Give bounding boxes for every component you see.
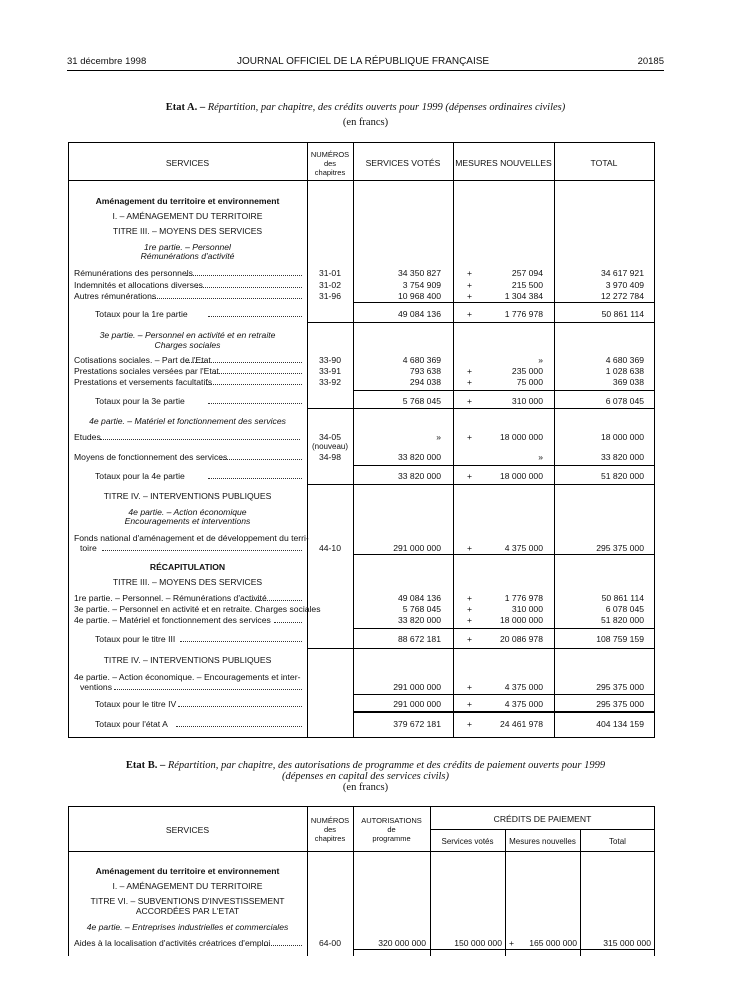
etat-b-title-rest: Répartition, par chapitre, des autorisations de programme et des crédits de paiement ouverts pour 1999: [167, 760, 606, 771]
recap-titre-iii: TITRE III. – MOYENS DES SERVICES: [112, 577, 263, 587]
row-chapter: 31-01: [319, 268, 341, 278]
row-etudes-total: 18 000 000: [600, 432, 644, 442]
col-mesures: MESURES NOUVELLES: [455, 158, 552, 168]
leader-dots: [152, 298, 302, 299]
b-col-credits: CRÉDITS DE PAIEMENT: [493, 814, 592, 824]
sub-amenagement: I. – AMÉNAGEMENT DU TERRITOIRE: [112, 211, 263, 221]
recap-action-label1: 4e partie. – Action économique. – Encouragements et inter-: [74, 672, 301, 682]
page-number: 20185: [637, 56, 664, 67]
row-total: 12 272 784: [600, 291, 644, 301]
partie-4-heading: 4e partie. – Matériel et fonctionnement des services: [89, 416, 286, 426]
total-p3-total: 6 078 045: [605, 396, 644, 406]
row-votes: 294 038: [409, 377, 441, 387]
total-etat-a-mesures: 24 461 978: [499, 719, 543, 729]
b-col-votes: Services votés: [441, 837, 494, 846]
total-p3-label: Totaux pour la 3e partie: [95, 396, 185, 406]
titre-iii: TITRE III. – MOYENS DES SERVICES: [112, 226, 263, 236]
row-total: 6 078 045: [605, 604, 644, 614]
row-fonds-mesures: 4 375 000: [504, 543, 543, 553]
recap-action-label2: ventions: [80, 682, 113, 692]
row-total: 4 680 369: [605, 355, 644, 365]
row-votes: 5 768 045: [402, 604, 441, 614]
b-col-numeros-1: NUMÉROS: [310, 816, 350, 825]
row-votes: 34 350 827: [397, 268, 441, 278]
total-p1-sign: +: [467, 309, 473, 319]
recap-action-sign: +: [467, 682, 473, 692]
etat-a-unit: (en francs): [342, 117, 389, 128]
row-votes: 49 084 136: [397, 593, 441, 603]
row-sign: +: [467, 279, 473, 290]
col-numeros-1: NUMÉROS: [310, 150, 350, 159]
leader-dots: [214, 373, 302, 374]
total-p4-mesures: 18 000 000: [499, 471, 543, 481]
b-col-numeros-2: des: [323, 825, 337, 834]
total-titre4-mesures: 4 375 000: [504, 699, 543, 709]
row-fonds-total: 295 375 000: [596, 543, 644, 553]
b-section-title: Aménagement du territoire et environnement: [95, 866, 280, 876]
total-p1-mesures: 1 776 978: [504, 309, 543, 319]
recap-action-votes: 291 000 000: [393, 682, 441, 692]
b-titre-vi-a: TITRE VI. – SUBVENTIONS D'INVESTISSEMENT: [90, 896, 285, 906]
row-label: Indemnités et allocations diverses: [74, 279, 203, 290]
b-col-numeros-3: chapitres: [314, 834, 346, 843]
total-p1-total: 50 861 114: [601, 309, 644, 319]
recap-action-mesures: 4 375 000: [504, 682, 543, 692]
b-col-total: Total: [609, 837, 626, 846]
b-row-votes: 150 000 000: [454, 938, 502, 948]
row-moyens-chap: 34-98: [319, 452, 341, 462]
row-mesures: 1 776 978: [504, 593, 543, 603]
col-total: TOTAL: [590, 158, 618, 168]
journal-title: JOURNAL OFFICIEL DE LA RÉPUBLIQUE FRANÇAISE: [237, 56, 490, 67]
row-fonds-votes: 291 000 000: [393, 543, 441, 553]
row-sign: +: [467, 366, 473, 376]
row-label: Autres rémunérations: [74, 291, 157, 301]
partie-3-heading: 3e partie. – Personnel en activité et en retraite: [99, 330, 276, 340]
row-mesures: 310 000: [511, 604, 543, 614]
row-sign: +: [467, 291, 473, 301]
etat-a-title-bold: Etat A. –: [165, 102, 206, 113]
partie-4b-heading: 4e partie. – Action économique: [128, 507, 247, 517]
etat-a-title-rest: Répartition, par chapitre, des crédits ouverts pour 1999 (dépenses ordinaires civiles): [207, 102, 566, 113]
row-sign: +: [467, 268, 473, 278]
row-mesures: 75 000: [516, 377, 543, 387]
total-titre3-sign: +: [467, 634, 473, 644]
b-col-auto-2: de: [387, 825, 396, 834]
row-label: 4e partie. – Matériel et fonctionnement des services: [74, 615, 271, 625]
row-label: Prestations et versements facultatifs: [74, 377, 213, 387]
row-mesures: 257 094: [511, 268, 543, 278]
row-moyens-mesures: »: [538, 452, 543, 462]
b-col-numeros: [307, 816, 353, 843]
recap-action-total: 295 375 000: [596, 682, 644, 692]
row-chapter: 33-92: [319, 377, 341, 387]
row-etudes-votes: »: [436, 432, 441, 442]
partie-3-subheading: Charges sociales: [154, 340, 221, 350]
row-total: 1 028 638: [605, 366, 644, 376]
total-p3-votes: 5 768 045: [402, 396, 441, 406]
row-label: Rémunérations des personnels: [74, 268, 193, 278]
b-row-auto: 320 000 000: [378, 938, 426, 948]
total-p4-votes: 33 820 000: [397, 471, 441, 481]
row-chapter: 33-90: [319, 355, 341, 365]
leader-dots: [196, 287, 302, 288]
b-row-total: 315 000 000: [603, 938, 651, 948]
total-titre4-total: 295 375 000: [596, 699, 644, 709]
total-p4-total: 51 820 000: [600, 471, 644, 481]
b-row-sign: +: [509, 938, 515, 948]
row-etudes-chap2: (nouveau): [311, 442, 349, 451]
row-fonds-label1: Fonds national d'aménagement et de développement du terri-: [74, 533, 309, 543]
row-mesures: 1 304 384: [504, 291, 543, 301]
b-col-autorisations: [353, 816, 430, 843]
b-partie-4: 4e partie. – Entreprises industrielles et commerciales: [86, 922, 289, 932]
leader-dots: [274, 622, 302, 623]
row-votes: 793 638: [409, 366, 441, 376]
row-moyens-label: Moyens de fonctionnement des services: [74, 452, 228, 462]
b-sub-amenagement: I. – AMÉNAGEMENT DU TERRITOIRE: [112, 881, 263, 891]
row-total: 369 038: [612, 377, 644, 387]
partie-4b-subheading: Encouragements et interventions: [124, 516, 251, 526]
b-row-label: Aides à la localisation d'activités créatrices d'emploi: [74, 938, 271, 948]
row-sign: +: [467, 604, 473, 614]
total-p4-sign: +: [467, 471, 473, 481]
row-fonds-sign: +: [467, 543, 473, 553]
row-chapter: 31-96: [319, 291, 341, 301]
row-total: 3 970 409: [605, 279, 644, 290]
row-fonds-label2: toire: [80, 543, 97, 553]
leader-dots: [186, 275, 302, 276]
col-numeros: [307, 150, 353, 177]
total-titre4-sign: +: [467, 699, 473, 709]
row-sign: +: [467, 377, 473, 387]
row-moyens-total: 33 820 000: [600, 452, 644, 462]
row-label: 1re partie. – Personnel. – Rémunérations d'activité: [74, 593, 267, 603]
b-col-services: SERVICES: [165, 825, 210, 835]
partie-1-subheading: Rémunérations d'activité: [140, 251, 235, 261]
etat-b-title-bold: Etat B. –: [125, 760, 166, 771]
leader-dots: [206, 384, 302, 385]
col-numeros-2: des: [323, 159, 337, 168]
row-votes: 3 754 909: [402, 279, 441, 290]
row-sign: +: [467, 615, 473, 625]
row-etudes-chap: 34-05: [319, 432, 341, 442]
row-total: 51 820 000: [600, 615, 644, 625]
b-row-chap: 64-00: [319, 938, 341, 948]
row-etudes-sign: +: [467, 432, 473, 442]
total-titre3-label: Totaux pour le titre III: [95, 634, 176, 644]
row-votes: 33 820 000: [397, 615, 441, 625]
total-titre4-votes: 291 000 000: [393, 699, 441, 709]
total-p3-mesures: 310 000: [511, 396, 543, 406]
etat-a-title: [0, 102, 731, 114]
row-chapter: 33-91: [319, 366, 341, 376]
row-mesures: 18 000 000: [499, 615, 543, 625]
total-p1-votes: 49 084 136: [397, 309, 441, 319]
row-label: 3e partie. – Personnel en activité et en retraite. Charges sociales: [74, 604, 321, 614]
row-chapter: 31-02: [319, 279, 341, 290]
row-votes: 4 680 369: [402, 355, 441, 365]
b-col-auto-1: AUTORISATIONS: [361, 816, 422, 825]
total-etat-a-votes: 379 672 181: [393, 719, 441, 729]
row-total: 34 617 921: [600, 268, 644, 278]
b-col-auto-3: programme: [372, 834, 411, 843]
row-total: 50 861 114: [601, 593, 644, 603]
total-p4-label: Totaux pour la 4e partie: [95, 471, 185, 481]
b-col-mesures: Mesures nouvelles: [509, 837, 576, 846]
total-titre3-total: 108 759 159: [596, 634, 644, 644]
total-p1-label: Totaux pour la 1re partie: [95, 309, 188, 319]
row-moyens-votes: 33 820 000: [397, 452, 441, 462]
b-titre-vi-b: ACCORDÉES PAR L'ETAT: [135, 906, 240, 916]
etat-b-unit: (en francs): [342, 782, 389, 793]
row-fonds-chap: 44-10: [319, 543, 341, 553]
leader-dots: [246, 600, 302, 601]
total-etat-a-total: 404 134 159: [596, 719, 644, 729]
col-numeros-3: chapitres: [314, 168, 346, 177]
partie-1-heading: 1re partie. – Personnel: [144, 242, 231, 252]
etat-b-title-line2: (dépenses en capital des services civils): [281, 771, 450, 782]
row-votes: 10 968 400: [397, 291, 441, 301]
titre-iv: TITRE IV. – INTERVENTIONS PUBLIQUES: [103, 491, 272, 501]
row-sign: +: [467, 593, 473, 603]
row-etudes-mesures: 18 000 000: [499, 432, 543, 442]
row-etudes-label: Etudes: [74, 432, 101, 442]
row-label: Prestations sociales versées par l'Etat: [74, 366, 219, 376]
total-p3-sign: +: [467, 396, 473, 406]
row-label: Cotisations sociales. – Part de l'Etat: [74, 355, 211, 365]
col-services: SERVICES: [165, 158, 210, 168]
col-votes: SERVICES VOTÉS: [365, 158, 441, 168]
total-titre4-label: Totaux pour le titre IV: [95, 699, 177, 709]
leader-dots: [186, 362, 302, 363]
b-row-mesures: 165 000 000: [529, 938, 577, 948]
total-titre3-votes: 88 672 181: [397, 634, 441, 644]
recap-heading: RÉCAPITULATION: [149, 562, 226, 572]
recap-titre-iv: TITRE IV. – INTERVENTIONS PUBLIQUES: [103, 655, 272, 665]
header-date: 31 décembre 1998: [67, 56, 147, 67]
total-titre3-mesures: 20 086 978: [499, 634, 543, 644]
section-title: Aménagement du territoire et environnement: [95, 196, 280, 206]
row-mesures: 215 500: [511, 279, 543, 290]
row-mesures: »: [538, 355, 543, 365]
total-etat-a-sign: +: [467, 719, 473, 729]
row-mesures: 235 000: [511, 366, 543, 376]
total-etat-a-label: Totaux pour l'état A: [95, 719, 168, 729]
